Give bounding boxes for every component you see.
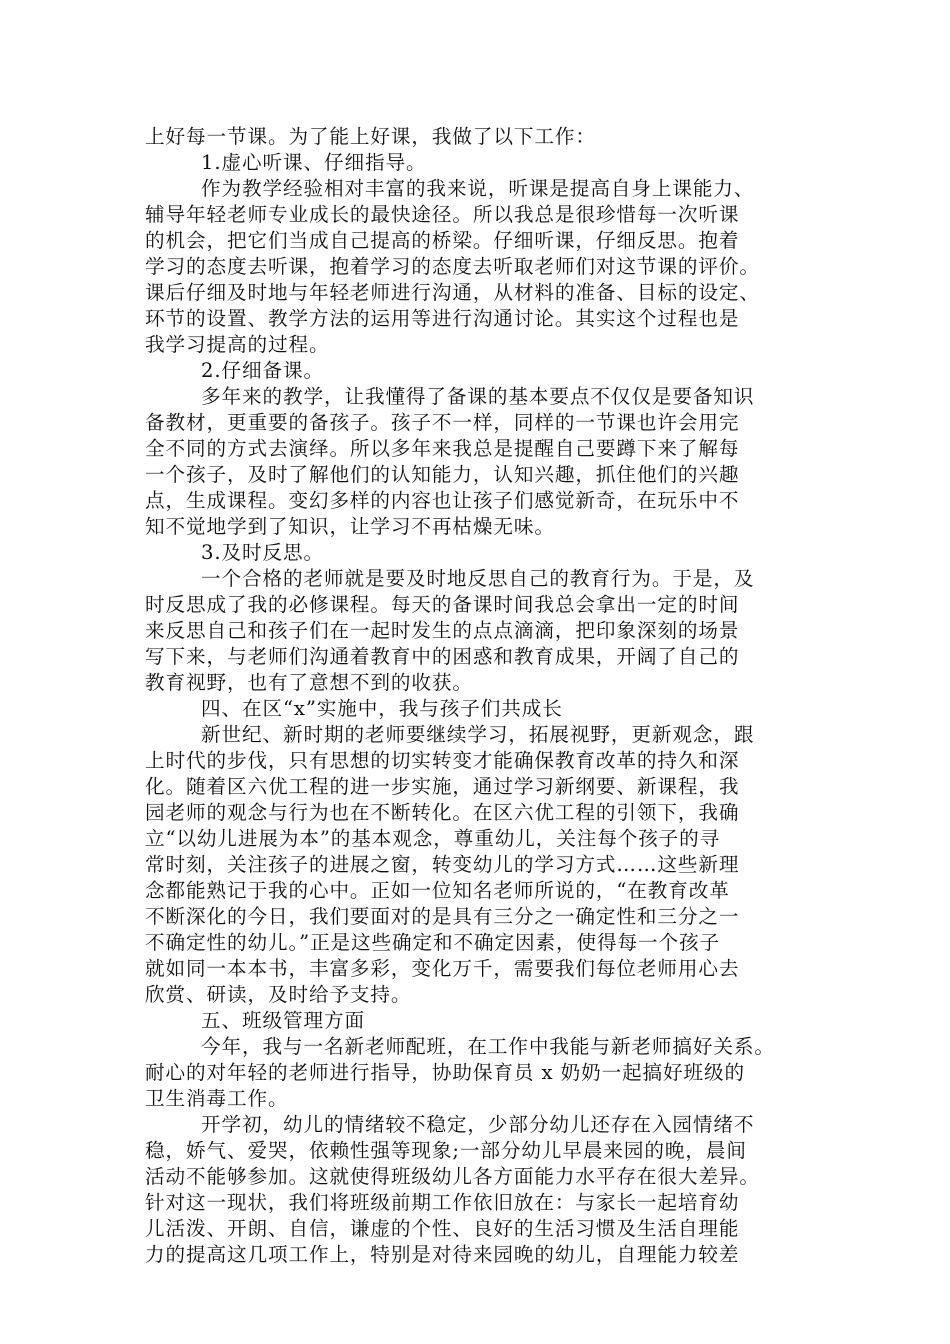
text-line: 全不同的方式去演绎。所以多年来我总是提醒自己要蹲下来了解每 [145,437,740,460]
text-line: 备教材，更重要的备孩子。孩子不一样，同样的一节课也许会用完 [145,411,740,434]
text-line: 儿活泼、开朗、自信，谦虚的个性、良好的生活习惯及生活自理能 [145,1217,740,1240]
text-line: 一个合格的老师就是要及时地反思自己的教育行为。于是，及 [201,567,755,590]
text-line: 1.虚心听课、仔细指导。 [201,151,427,174]
text-line: 卫生消毒工作。 [145,1087,289,1110]
text-line: 不确定性的幼儿。”正是这些确定和不确定因素，使得每一个孩子 [145,931,720,954]
text-line: 2.仔细备课。 [201,359,324,382]
text-line: 的机会，把它们当成自己提高的桥梁。仔细听课，仔细反思。抱着 [145,229,740,252]
text-line: 常时刻，关注孩子的进展之窗，转变幼儿的学习方式……这些新理 [145,853,740,876]
text-line: 时反思成了我的必修课程。每天的备课时间我总会拿出一定的时间 [145,593,740,616]
text-line: 就如同一本本书，丰富多彩，变化万千，需要我们每位老师用心去 [145,957,740,980]
text-line: 五、班级管理方面 [201,1009,365,1032]
text-line: 欣赏、研读，及时给予支持。 [145,983,412,1006]
text-line: 环节的设置、教学方法的运用等进行沟通讨论。其实这个过程也是 [145,307,740,330]
text-line: 活动不能够参加。这就使得班级幼儿各方面能力水平存在很大差异。 [145,1165,760,1188]
text-line: 一个孩子，及时了解他们的认知能力，认知兴趣，抓住他们的兴趣 [145,463,740,486]
text-line: 点，生成课程。变幻多样的内容也让孩子们感觉新奇，在玩乐中不 [145,489,740,512]
text-line: 耐心的对年轻的老师进行指导，协助保育员 x 奶奶一起搞好班级的 [145,1061,746,1084]
text-line: 学习的态度去听课，抱着学习的态度去听取老师们对这节课的评价。 [145,255,760,278]
text-line: 上时代的步伐，只有思想的切实转变才能确保教育改革的持久和深 [145,749,740,772]
text-line: 开学初，幼儿的情绪较不稳定，少部分幼儿还存在入园情绪不 [201,1113,755,1136]
text-line: 立“以幼儿进展为本”的基本观念，尊重幼儿，关注每个孩子的寻 [145,827,721,850]
text-line: 园老师的观念与行为也在不断转化。在区六优工程的引领下，我确 [145,801,740,824]
text-line: 写下来，与老师们沟通着教育中的困惑和教育成果，开阔了自己的 [145,645,740,668]
text-line: 力的提高这几项工作上，特别是对待来园晚的幼儿，自理能力较差 [145,1243,740,1266]
text-line: 知不觉地学到了知识，让学习不再枯燥无味。 [145,515,555,538]
text-line: 课后仔细及时地与年轻老师进行沟通，从材料的准备、目标的设定、 [145,281,760,304]
text-line: 3.及时反思。 [201,541,324,564]
text-line: 我学习提高的过程。 [145,333,330,356]
text-line: 今年，我与一名新老师配班，在工作中我能与新老师搞好关系。 [201,1035,775,1058]
text-line: 来反思自己和孩子们在一起时发生的点点滴滴，把印象深刻的场景 [145,619,740,642]
text-line: 辅导年轻老师专业成长的最快途径。所以我总是很珍惜每一次听课 [145,203,740,226]
text-line: 念都能熟记于我的心中。正如一位知名老师所说的，“在教育改革 [145,879,730,902]
text-line: 多年来的教学，让我懂得了备课的基本要点不仅仅是要备知识 [201,385,755,408]
text-line: 作为教学经验相对丰富的我来说，听课是提高自身上课能力、 [201,177,755,200]
text-line: 上好每一节课。为了能上好课，我做了以下工作： [145,125,596,148]
text-line: 新世纪、新时期的老师要继续学习，拓展视野，更新观念，跟 [201,723,755,746]
text-line: 不断深化的今日，我们要面对的是具有三分之一确定性和三分之一 [145,905,740,928]
text-line: 教育视野，也有了意想不到的收获。 [145,671,473,694]
text-line: 稳，娇气、爱哭，依赖性强等现象;一部分幼儿早晨来园的晚，晨间 [145,1139,747,1162]
text-line: 针对这一现状，我们将班级前期工作依旧放在：与家长一起培育幼 [145,1191,740,1214]
document-body-text [145,124,825,1268]
text-line: 化。随着区六优工程的进一步实施，通过学习新纲要、新课程，我 [145,775,740,798]
text-line: 四、在区“x”实施中，我与孩子们共成长 [201,697,563,720]
